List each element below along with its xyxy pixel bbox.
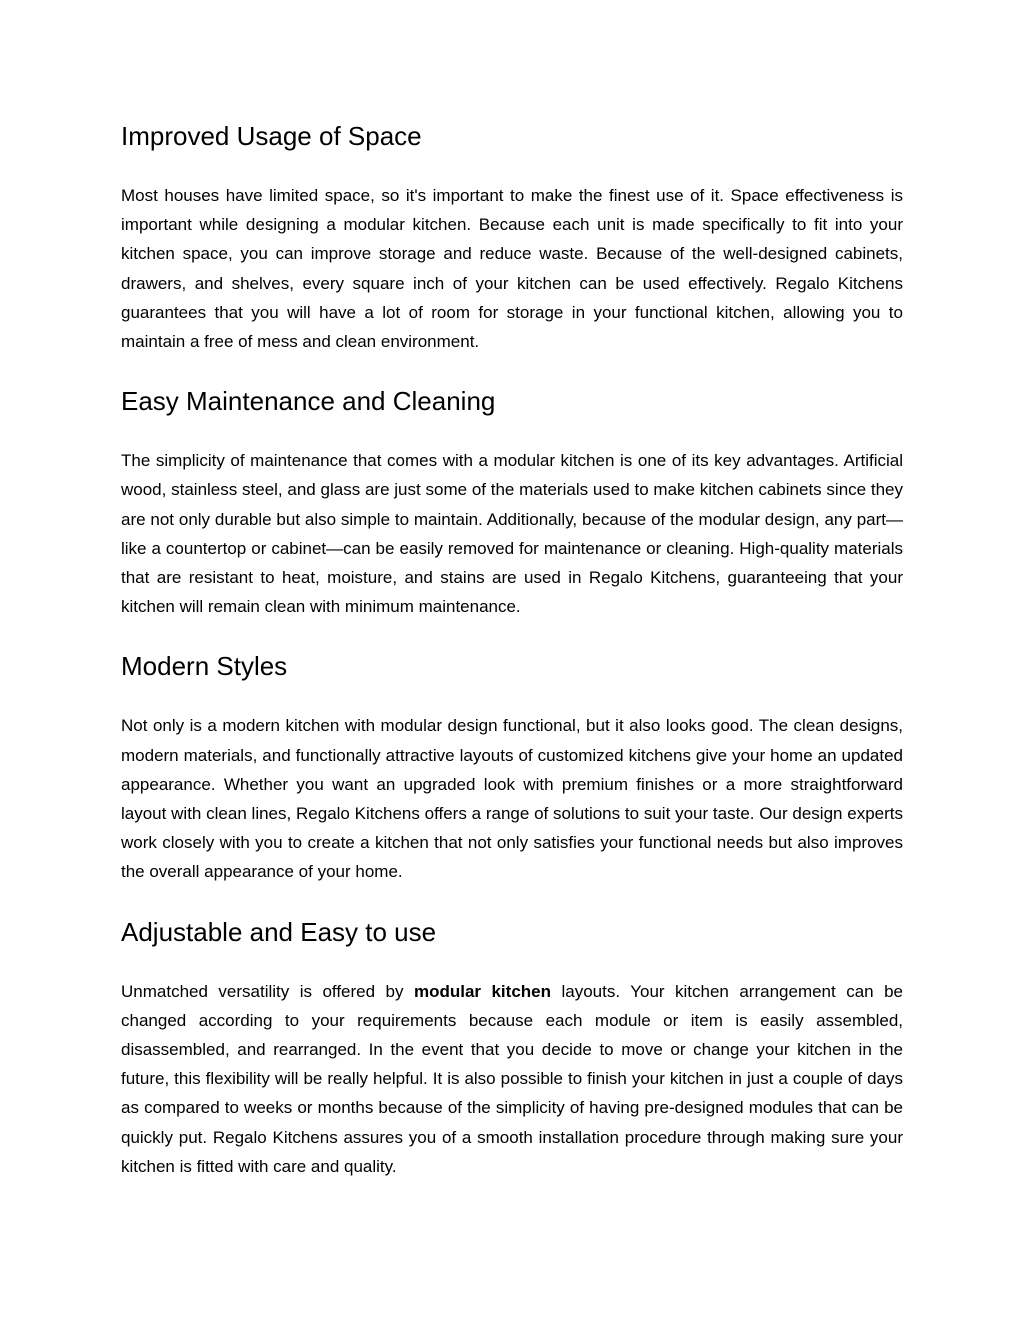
section-paragraph-easy-maintenance: The simplicity of maintenance that comes with a modular kitchen is one of its key advantages. Artificial wood, stainless steel, and glass are just some of the materials used to make kitchen cabinets since they are not only durable but also simple to maintain. Additionally, because of the modular design, any part—like a countertop or cabinet—can be easily removed for maintenance or cleaning. High-quality materials that are resistant to heat, moisture, and stains are used in Regalo Kitchens, guaranteeing that your kitchen will remain clean with minimum maintenance. [121,451,903,617]
document-page [121,118,903,1181]
paragraph-text-end: layouts. Your kitchen arrangement can be changed according to your requirements because each module or item is easily assembled, disassembled, and rearranged. In the event that you decide to move or change your kitchen in the future, this flexibility will be really helpful. It is also possible to finish your kitchen in just a couple of days as compared to weeks or months because of the simplicity of having pre-designed modules that can be quickly put. Regalo Kitchens assures you of a smooth installation procedure through making sure your kitchen is fitted with care and quality. [121,981,903,1176]
paragraph-text-start: Unmatched versatility is offered by [121,981,414,1001]
section-heading-adjustable-easy-to-use: Adjustable and Easy to use [121,916,437,947]
section-heading-improved-usage-of-space: Improved Usage of Space [121,121,422,151]
section-heading-modern-styles: Modern Styles [121,651,288,682]
bold-keyword-modular-kitchen: modular kitchen [413,981,551,1001]
section-paragraph-modern-styles: Not only is a modern kitchen with modular design functional, but it also looks good. The clean designs, modern materials, and functionally attractive layouts of customized kitchens give your home an updated appearance. Whether you want an upgraded look with premium finishes or a more straightforward layout with clean lines, Regalo Kitchens offers a range of solutions to suit your taste. Our design experts work closely with you to create a kitchen that not only satisfies your functional needs but also improves the overall appearance of your home. [121,716,903,882]
section-heading-easy-maintenance: Easy Maintenance and Cleaning [121,386,496,417]
section-paragraph-adjustable-easy-to-use [121,977,903,1181]
section-paragraph-improved-usage-of-space: Most houses have limited space, so it's important to make the finest use of it. Space effectiveness is important while designing a modular kitchen. Because each unit is made specifically to fit into your kitchen space, you can improve storage and reduce waste. Because of the well-designed cabinets, drawers, and shelves, every square inch of your kitchen can be used effectively. Regalo Kitchens guarantees that you will have a lot of room for storage in your functional kitchen, allowing you to maintain a free of mess and clean environment. [121,186,903,352]
